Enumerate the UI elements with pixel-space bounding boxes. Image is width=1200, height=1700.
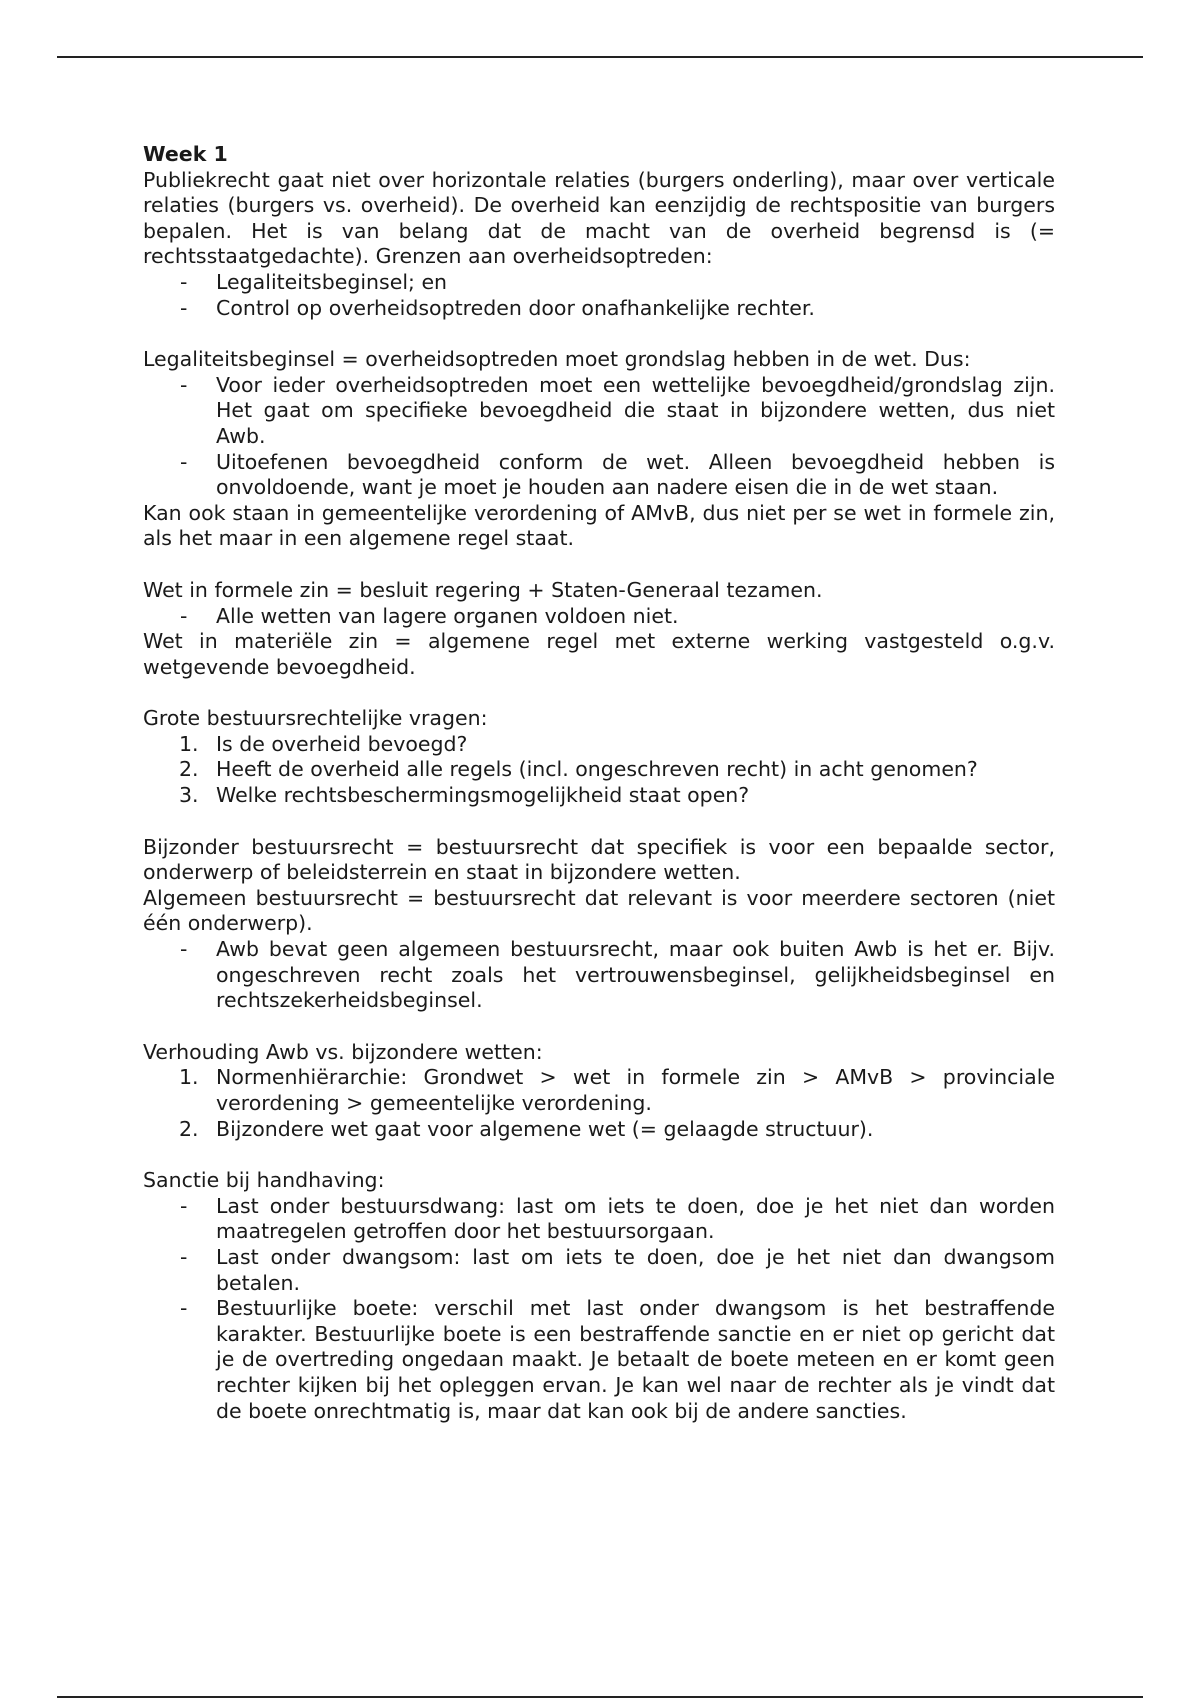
list-item: 1. Normenhiërarchie: Grondwet > wet in formele zin > AMvB > provinciale verordening > gemeentelijke verordening. [179,1065,1055,1115]
list-item: - Alle wetten van lagere organen voldoen niet. [180,603,679,628]
legaliteit-heading: Legaliteitsbeginsel = overheidsoptreden moet grondslag hebben in de wet. Dus: [143,347,971,372]
list-item: 2. Heeft de overheid alle regels (incl. ongeschreven recht) in acht genomen? [179,757,978,782]
list-item: 1. Is de overheid bevoegd? [179,731,468,756]
materiele-zin-paragraph: Wet in materiële zin = algemene regel met externe werking vastgesteld o.g.v. wetgevende bevoegdheid. [143,629,1055,679]
dash-marker: - [180,1244,188,1269]
vragen-heading: Grote bestuursrechtelijke vragen: [143,706,488,731]
list-item: - Legaliteitsbeginsel; en [180,269,448,294]
list-item: - Last onder dwangsom: last om iets te doen, doe je het niet dan dwangsom betalen. [180,1244,1055,1295]
algemeen-paragraph: Algemeen bestuursrecht = bestuursrecht dat relevant is voor meerdere sectoren (niet één onderwerp). [143,885,1055,936]
formele-zin-paragraph: Wet in formele zin = besluit regering + Staten-Generaal tezamen. [143,577,823,602]
list-item: 3. Welke rechtsbeschermingsmogelijkheid staat open? [179,783,750,808]
dash-marker: - [180,269,188,294]
algemeen-bullet-list [143,937,1055,1014]
sanctie-heading: Sanctie bij handhaving: [143,1168,385,1193]
list-item: - Bestuurlijke boete: verschil met last onder dwangsom is het bestraffende karakter. Bestuurlijke boete is een bestraffende sanctie en er niet op gericht dat je de overtreding ongedaan maakt. Je betaalt de boete meteen en er komt geen rechter kijken bij het opleggen ervan. Je kan wel naar de rechter als je vindt dat de boete onrechtmatig is, maar dat kan ook bij de andere sancties. [180,1296,1055,1423]
header-rule [57,56,1143,58]
intro-bullet-list [143,270,1055,321]
dash-marker: - [180,1296,188,1321]
verhouding-numbered-list [143,1065,1055,1142]
dash-marker: - [180,449,188,474]
vragen-numbered-list [143,732,1055,809]
list-item: - Awb bevat geen algemeen bestuursrecht, maar ook buiten Awb is het er. Bijv. ongeschreven recht zoals het vertrouwensbeginsel, gelijkheidsbeginsel en rechtszekerheidsbeginsel. [180,937,1055,1013]
verhouding-heading: Verhouding Awb vs. bijzondere wetten: [143,1039,543,1064]
sanctie-bullet-list [143,1194,1055,1424]
dash-marker: - [180,937,188,962]
bijzonder-paragraph: Bijzonder bestuursrecht = bestuursrecht dat specifiek is voor een bepaalde sector, onderwerp of beleidsterrein en staat in bijzondere wetten. [143,834,1055,885]
list-item: - Uitoefenen bevoegdheid conform de wet. Alleen bevoegdheid hebben is onvoldoende, want je moet je houden aan nadere eisen die in de wet staan. [180,449,1055,500]
formele-bullet-list [143,604,1055,630]
document-body [143,142,1055,1424]
dash-marker: - [180,295,188,320]
list-item: 2. Bijzondere wet gaat voor algemene wet (= gelaagde structuur). [179,1116,874,1141]
document-title: Week 1 [143,142,228,166]
list-item: - Last onder bestuursdwang: last om iets te doen, doe je het niet dan worden maatregelen getroffen door het bestuursorgaan. [180,1193,1055,1244]
legaliteit-after-paragraph: Kan ook staan in gemeentelijke verordening of AMvB, dus niet per se wet in formele zin, als het maar in een algemene regel staat. [143,500,1055,551]
dash-marker: - [180,372,188,397]
list-item: - Voor ieder overheidsoptreden moet een wettelijke bevoegdheid/grondslag zijn. Het gaat om specifieke bevoegdheid die staat in bijzondere wetten, dus niet Awb. [180,372,1055,448]
legaliteit-bullet-list [143,373,1055,501]
intro-paragraph: Publiekrecht gaat niet over horizontale relaties (burgers onderling), maar over verticale relaties (burgers vs. overheid). De overheid kan eenzijdig de rechtspositie van burgers bepalen. Het is van belang dat de macht van de overheid begrensd is (= rechtsstaatgedachte). Grenzen aan overheidsoptreden: [143,167,1055,269]
list-item: - Control op overheidsoptreden door onafhankelijke rechter. [180,295,815,320]
dash-marker: - [180,1193,188,1218]
footer-rule [57,1696,1143,1698]
dash-marker: - [180,603,188,628]
